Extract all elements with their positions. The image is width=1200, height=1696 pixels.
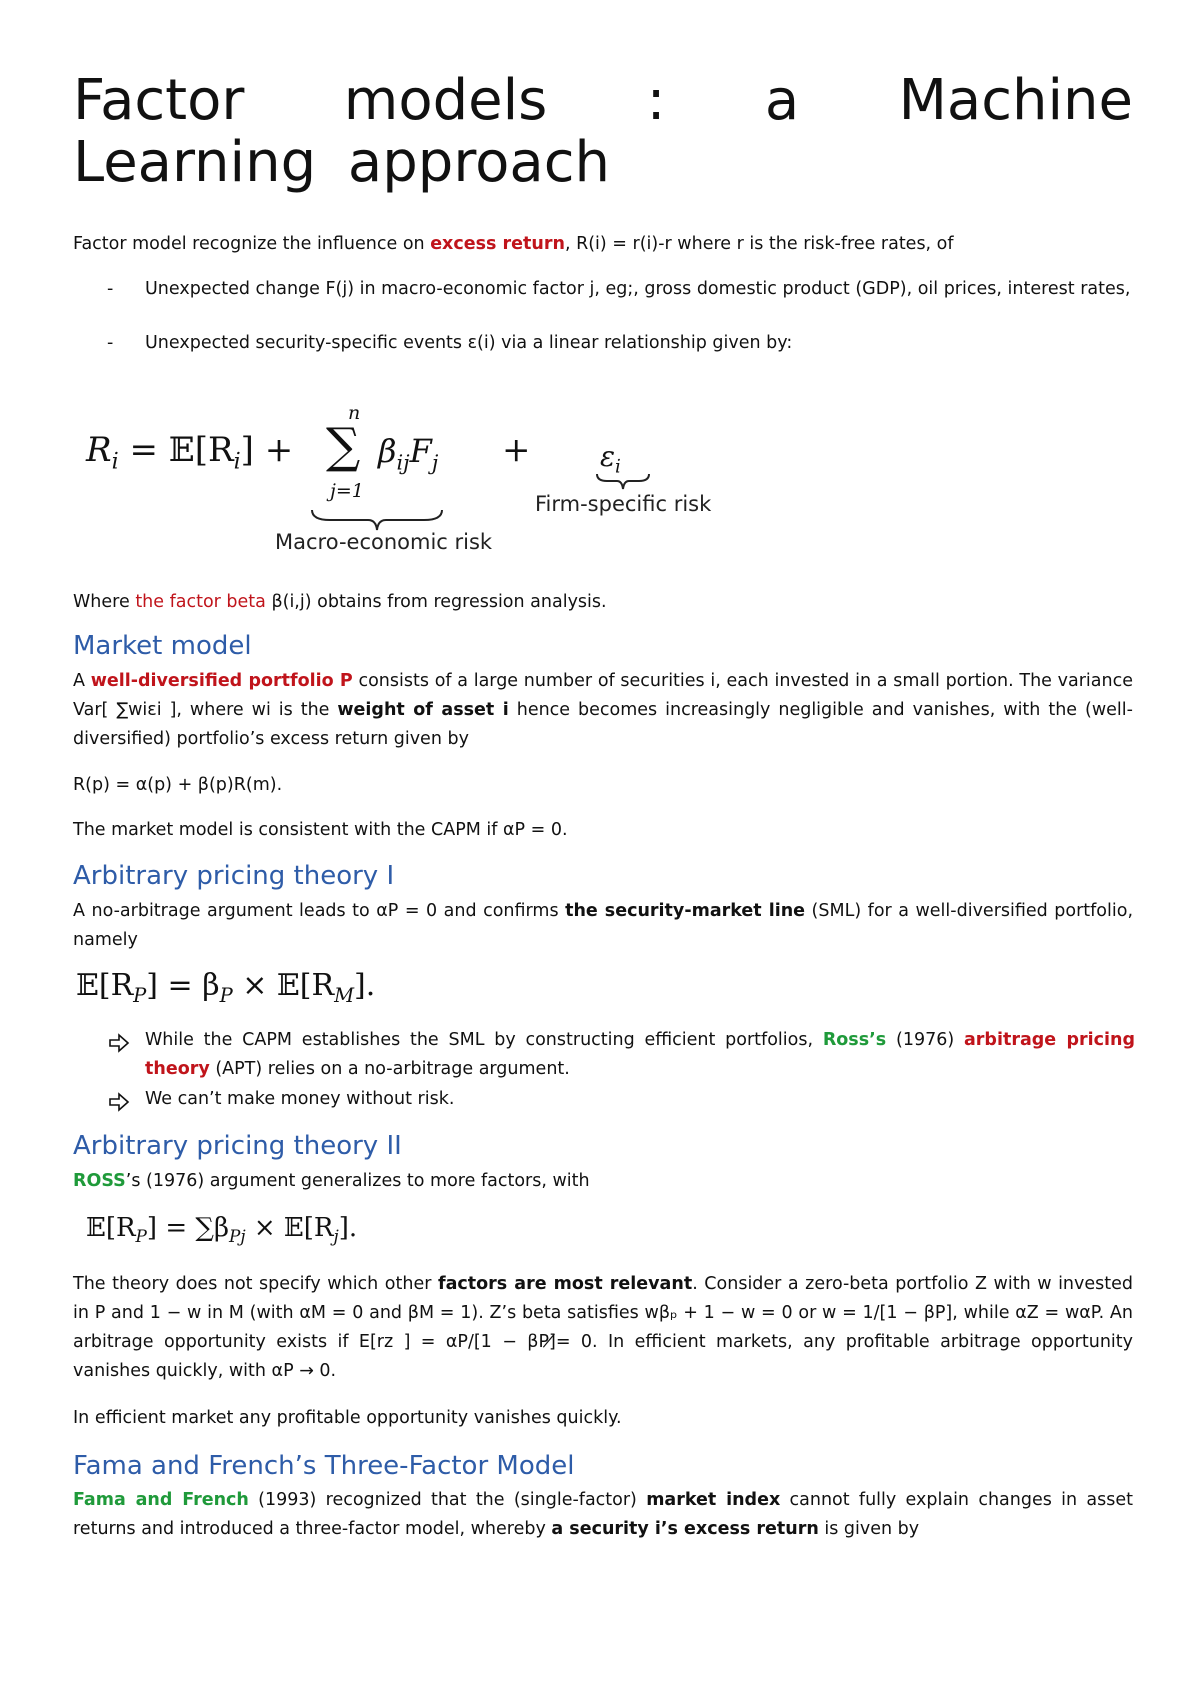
bullet-marker: - (107, 279, 114, 299)
eq1-lhs: R (86, 430, 112, 470)
eq1-expectation-close: ] + (240, 430, 294, 470)
heading-apt-2: Arbitrary pricing theory II (73, 1131, 402, 1161)
bullet-marker: - (107, 333, 114, 353)
factor-beta-term: the factor beta (135, 592, 266, 612)
apt1-bullet-no-money: We can’t make money without risk. (145, 1089, 455, 1109)
sum-lower-limit: j=1 (330, 480, 364, 502)
macro-risk-label: Macro-economic risk (275, 530, 493, 554)
arrow-right-icon (108, 1091, 130, 1113)
intro-paragraph (73, 230, 1133, 259)
fama-french-paragraph: Fama and French (1993) recognized that the (single-factor) market index cannot fully explain changes in asset returns and introduced a three-factor model, whereby a security i’s excess return is given by (73, 1490, 1133, 1539)
bullet-macro-factor: Unexpected change F(j) in macro-economic factor j, eg;, gross domestic product (GDP), oil prices, interest rates, (145, 279, 1131, 299)
firm-risk-label: Firm-specific risk (535, 492, 712, 516)
market-model-equation: R(p) = α(p) + β(p)R(m). (73, 775, 283, 795)
epsilon-term: $\varepsilon_i$ (600, 440, 621, 478)
firm-underbrace-icon (595, 472, 651, 492)
ross-caps-term: ROSS (73, 1171, 126, 1191)
eq1-plus: + (502, 430, 531, 470)
apt2-paragraph: The theory does not specify which other factors are most relevant. Consider a zero-beta portfolio Z with w invested in P and 1 − w in M (with αM = 0 and βM = 1). Z’s beta satisfies wβₚ + 1 − w = 0 or w = 1/[1 − βP], while αZ = wαP. An arbitrage opportunity exists if E[rᴢ ] = αP/[1 − βP]̸= 0. In efficient markets, any profitable arbitrage opportunity vanishes quickly, with αP → 0. (73, 1274, 1134, 1381)
apt2-intro: ROSS’s (1976) argument generalizes to more factors, with (73, 1171, 590, 1191)
arrow-right-icon (108, 1032, 130, 1054)
security-excess-return-term: a security i’s excess return (551, 1519, 819, 1539)
capm-consistency-note: The market model is consistent with the CAPM if αP = 0. (73, 820, 568, 840)
ross-term: Ross’s (822, 1030, 887, 1050)
page-title: Factor models : a Machine Learning approach (73, 68, 1133, 195)
relevant-factors-term: factors are most relevant (437, 1274, 693, 1294)
eq1-lhs-sub: i (111, 448, 119, 475)
fama-french-term: Fama and French (73, 1490, 249, 1510)
sum-term: $\beta_{ij}F_j$ (378, 432, 439, 475)
weight-term: weight of asset i (337, 700, 509, 720)
eq1-expectation: = 𝔼[R (129, 430, 234, 470)
heading-apt-1: Arbitrary pricing theory I (73, 861, 395, 891)
heading-fama-french: Fama and French’s Three-Factor Model (73, 1451, 575, 1481)
intro-text-end: , R(i) = r(i)-r where r is the risk-free rates, of (564, 234, 954, 254)
apt1-paragraph: A no-arbitrage argument leads to αP = 0 and confirms the security-market line (SML) for a well-diversified portfolio, namely (73, 901, 1134, 950)
factor-beta-paragraph: Where the factor beta β(i,j) obtains from regression analysis. (73, 592, 607, 612)
well-diversified-term: well-diversified portfolio P (90, 671, 353, 691)
sum-symbol: ∑ (326, 418, 361, 474)
apt1-bullet-ross: While the CAPM establishes the SML by constructing efficient portfolios, Ross’s (1976) arbitrage pricing theory (APT) relies on a no-arbitrage argument. (145, 1030, 1135, 1079)
heading-market-model: Market model (73, 631, 252, 661)
market-index-term: market index (646, 1490, 781, 1510)
apt-term: arbitrage pricing theory (145, 1030, 1135, 1079)
sml-equation: $𝔼[R_P] = \beta_P$ × $𝔼[R_M]$. (76, 968, 376, 1007)
eq1-expectation-sub: i (233, 448, 241, 475)
intro-text: Factor model recognize the influence on (73, 234, 431, 254)
market-model-paragraph: A well-diversified portfolio P consists of a large number of securities i, each invested in a small portion. The variance Var[ ∑wiεi ], where wi is the weight of asset i hence becomes increasingly negligible and vanishes, with the (well-diversified) portfolio’s excess return given by (73, 671, 1133, 749)
bullet-specific-events: Unexpected security-specific events ε(i) via a linear relationship given by: (145, 333, 793, 353)
macro-underbrace-icon (310, 508, 445, 532)
efficient-market-note: In efficient market any profitable opportunity vanishes quickly. (73, 1408, 622, 1428)
excess-return-term: excess return (430, 234, 565, 254)
sum-upper-limit: n (348, 402, 361, 424)
sml-term: the security-market line (565, 901, 806, 921)
apt2-equation: $𝔼[R_P] = \sum\beta_{Pj}$ × $𝔼[R_j]$. (86, 1213, 358, 1246)
